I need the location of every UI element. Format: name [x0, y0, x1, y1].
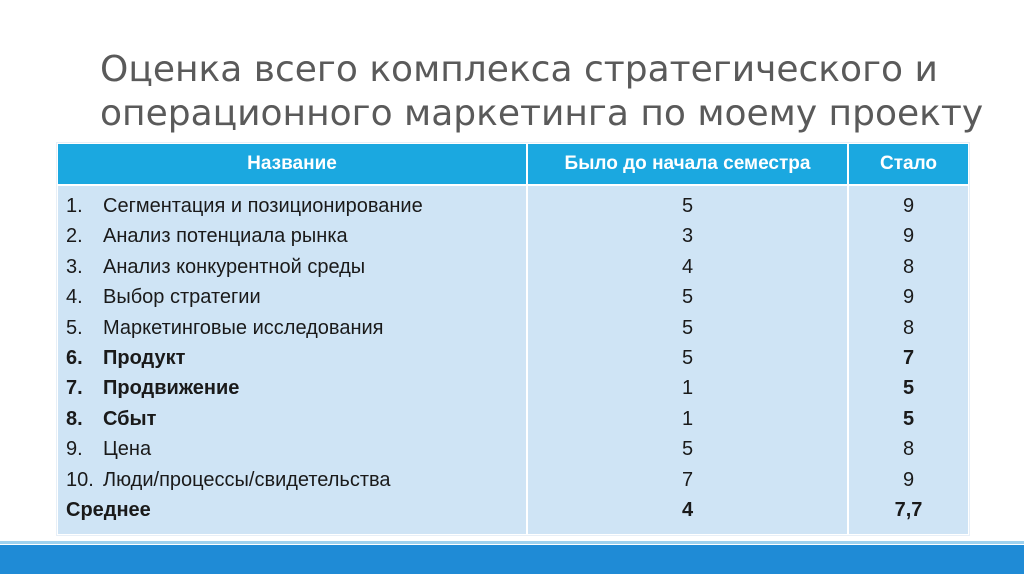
- row-number: 1.: [66, 195, 83, 217]
- row-after-value: 8: [902, 438, 915, 461]
- row-after-value: 9: [902, 225, 915, 248]
- row-after-value: 5: [902, 377, 915, 400]
- header-before: Было до начала семестра: [564, 153, 811, 174]
- row-label: Анализ потенциала рынка: [103, 225, 348, 248]
- row-before-value: 7: [681, 468, 694, 491]
- slide-title-line-2: операционного маркетинга по моему проекту: [100, 93, 984, 134]
- row-before-value: 1: [681, 377, 694, 400]
- row-after-value: 9: [902, 195, 915, 217]
- summary-before-value: 4: [681, 498, 694, 521]
- row-number: 9.: [66, 438, 83, 461]
- row-number: 7.: [66, 377, 83, 400]
- footer-band: [0, 545, 1024, 574]
- table-body: [58, 191, 968, 525]
- row-label: Продвижение: [103, 377, 240, 400]
- summary-row: [58, 495, 968, 525]
- header-name: Название: [247, 153, 337, 174]
- slide-title-line-1: Оценка всего комплекса стратегического и: [100, 49, 938, 90]
- row-label: Сегментация и позиционирование: [103, 195, 423, 217]
- row-before-value: 5: [681, 438, 694, 461]
- row-number: 8.: [66, 407, 83, 430]
- row-before-value: 5: [681, 195, 694, 217]
- row-after-value: 9: [902, 468, 915, 491]
- table-row: [58, 313, 968, 343]
- row-label: Сбыт: [103, 407, 157, 430]
- table-row: [58, 373, 968, 403]
- summary-label: Среднее: [66, 498, 151, 521]
- table-row: [58, 343, 968, 373]
- slide-title: [100, 48, 1000, 136]
- row-before-value: 5: [681, 316, 694, 339]
- row-label: Продукт: [103, 346, 186, 369]
- row-label: Анализ конкурентной среды: [103, 255, 366, 278]
- row-label: Выбор стратегии: [103, 286, 261, 309]
- row-number: 3.: [66, 255, 83, 278]
- row-before-value: 3: [681, 225, 694, 248]
- row-after-value: 9: [902, 286, 915, 309]
- table-row: [58, 282, 968, 312]
- table-header-row: [58, 144, 968, 184]
- summary-after-value: 7,7: [894, 498, 923, 521]
- header-after: Стало: [879, 153, 938, 174]
- table-row: [58, 191, 968, 221]
- table-row: [58, 404, 968, 434]
- table-row: [58, 221, 968, 251]
- row-after-value: 8: [902, 255, 915, 278]
- footer-accent-line: [0, 541, 1024, 544]
- table-row: [58, 434, 968, 464]
- row-after-value: 5: [902, 407, 915, 430]
- row-label: Цена: [103, 438, 152, 461]
- row-label: Люди/процессы/свидетельства: [103, 468, 391, 491]
- row-number: 2.: [66, 225, 83, 248]
- header-divider: [58, 184, 968, 186]
- row-number: 4.: [66, 286, 83, 309]
- scores-table: [57, 143, 969, 535]
- row-before-value: 1: [681, 407, 694, 430]
- row-number: 10.: [66, 468, 94, 491]
- row-number: 5.: [66, 316, 83, 339]
- row-after-value: 7: [902, 346, 915, 369]
- row-before-value: 4: [681, 255, 694, 278]
- row-after-value: 8: [902, 316, 915, 339]
- row-before-value: 5: [681, 346, 694, 369]
- row-before-value: 5: [681, 286, 694, 309]
- row-number: 6.: [66, 346, 83, 369]
- row-label: Маркетинговые исследования: [103, 316, 384, 339]
- table-row: [58, 252, 968, 282]
- table-row: [58, 465, 968, 495]
